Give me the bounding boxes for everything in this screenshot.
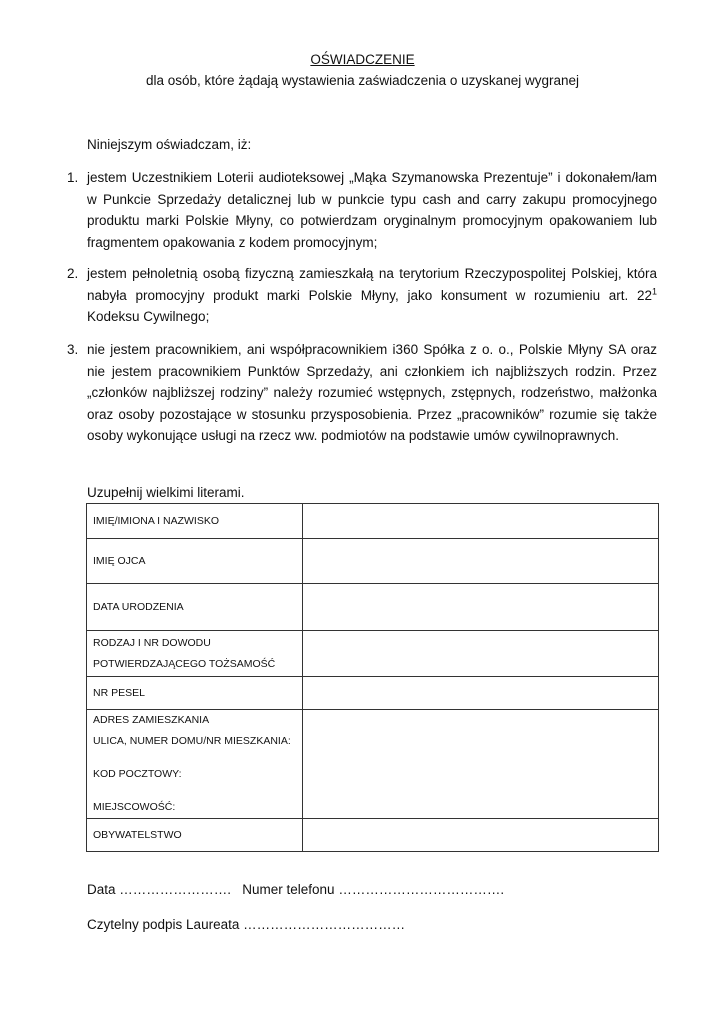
signature-line[interactable]: Czytelny podpis Laureata ……………………………… — [87, 917, 406, 932]
item-text: nie jestem pracownikiem, ani współpracownikiem i360 Spółka z o. o., Polskie Młyny SA oraz nie jestem pracownikiem Punktów Sprzedaży, ani członkiem ich najbliższych rodzin. Przez „członków najbliższej rodziny” należy rozumieć wstępnych, zstępnych, rodzeństwo, małżonka oraz osoby pozostające w stosunku przysposobienia. Przez „pracowników” rozumie się także osoby wykonujące usługi na rzecz ww. podmiotów na podstawie umów cywilnoprawnych. — [87, 342, 657, 444]
personal-data-form — [86, 503, 659, 852]
form-row-id-document — [87, 631, 659, 677]
form-row-address — [87, 710, 659, 819]
name-label: IMIĘ/IMIONA I NAZWISKO — [87, 504, 303, 539]
pesel-label: NR PESEL — [87, 677, 303, 710]
form-row-name — [87, 504, 659, 539]
item-text — [87, 263, 657, 328]
item-text: jestem Uczestnikiem Loterii audioteksowej „Mąka Szymanowska Prezentuje” i dokonałem/łam w Punkcie Sprzedaży detalicznej lub w punkcie typu cash and carry zakupu promocyjnego produktu marki Polskie Młyny, co potwierdzam oryginalnym promocyjnym opakowaniem lub fragmentem opakowania z kodem promocyjnym; — [87, 170, 657, 250]
item-number: 1. — [67, 170, 79, 185]
form-row-citizenship — [87, 819, 659, 852]
id-document-label-line1: RODZAJ I NR DOWODU — [93, 636, 211, 649]
item-text-end: Kodeksu Cywilnego; — [87, 309, 210, 325]
item-text-main: jestem pełnoletnią osobą fizyczną zamieszkałą na terytorium Rzeczypospolitej Polskiej, która nabyła promocyjny produkt marki Polskie Młyny, jako konsument w rozumieniu art. 22 — [87, 266, 657, 303]
intro-text: Niniejszym oświadczam, iż: — [87, 137, 252, 152]
form-row-father — [87, 539, 659, 584]
id-document-label — [87, 631, 303, 677]
item-number: 2. — [67, 266, 79, 281]
father-name-field[interactable] — [303, 539, 659, 584]
document-title: OŚWIADCZENIE — [310, 52, 415, 67]
footnote-superscript: 1 — [651, 286, 657, 297]
name-field[interactable] — [303, 504, 659, 539]
item-number: 3. — [67, 342, 79, 357]
date-phone-line[interactable]: Data ……………………. Numer telefonu ………………………………. — [87, 882, 505, 897]
address-label — [87, 710, 303, 819]
city-label: MIEJSCOWOŚĆ: — [93, 801, 176, 813]
father-name-label: IMIĘ OJCA — [87, 539, 303, 584]
street-label: ULICA, NUMER DOMU/NR MIESZKANIA: — [93, 735, 291, 747]
document-subtitle: dla osób, które żądają wystawienia zaświadczenia o uzyskanej wygranej — [146, 73, 579, 88]
form-row-pesel — [87, 677, 659, 710]
form-row-birth-date — [87, 584, 659, 631]
citizenship-label: OBYWATELSTWO — [87, 819, 303, 852]
address-field[interactable] — [303, 710, 659, 819]
postal-code-label: KOD POCZTOWY: — [93, 768, 182, 780]
pesel-field[interactable] — [303, 677, 659, 710]
fill-instruction: Uzupełnij wielkimi literami. — [87, 485, 245, 500]
address-title: ADRES ZAMIESZKANIA — [93, 714, 210, 726]
citizenship-field[interactable] — [303, 819, 659, 852]
birth-date-label: DATA URODZENIA — [87, 584, 303, 631]
id-document-field[interactable] — [303, 631, 659, 677]
id-document-label-line2: POTWIERDZAJĄCEGO TOŻSAMOŚĆ — [93, 657, 276, 670]
birth-date-field[interactable] — [303, 584, 659, 631]
